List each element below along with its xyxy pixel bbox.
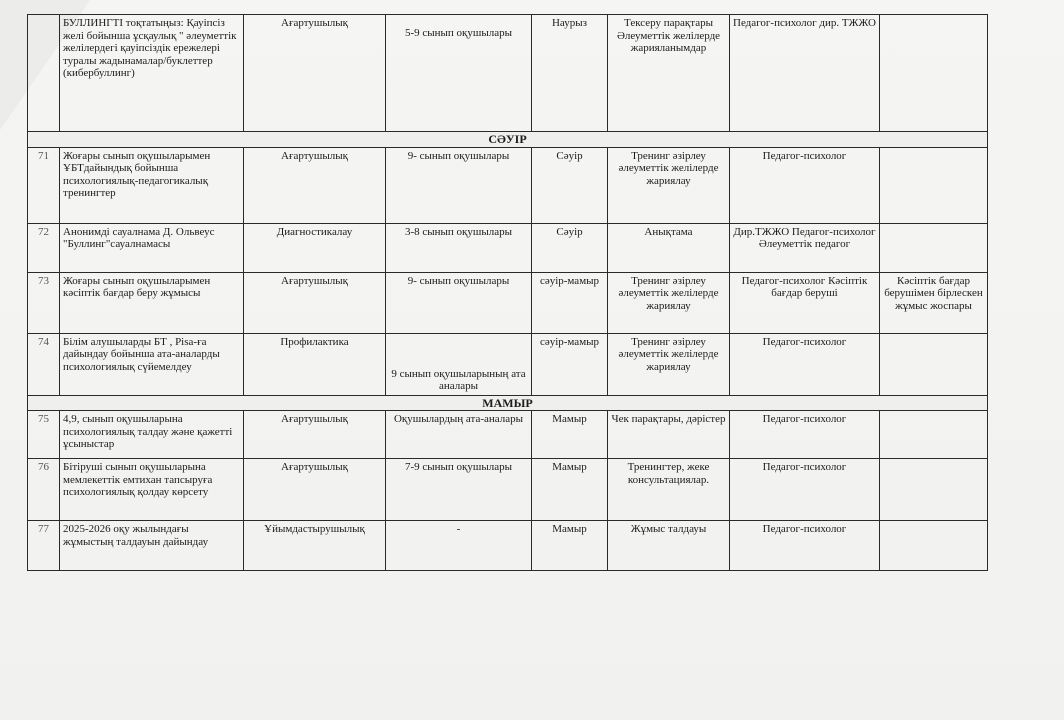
- form-cell: Тренинг әзірлеу әлеуметтік желілерде жариялау: [608, 333, 730, 395]
- note-cell: [880, 411, 988, 459]
- type-cell: Ағартушылық: [244, 459, 386, 521]
- table-row: [28, 521, 988, 571]
- date-cell: сәуір-мамыр: [532, 272, 608, 333]
- row-number: 74: [28, 333, 60, 395]
- event-cell: Жоғары сынып оқушыларымен кәсіптік бағдар беру жұмысы: [60, 272, 244, 333]
- responsible-cell: Дир.ТЖЖО Педагог-психолог Әлеуметтік педагог: [730, 223, 880, 272]
- note-cell: Кәсіптік бағдар берушімен бірлескен жұмыс жоспары: [880, 272, 988, 333]
- form-cell: Тренинг әзірлеу әлеуметтік желілерде жариялау: [608, 147, 730, 223]
- audience-cell: 9- сынып оқушылары: [386, 272, 532, 333]
- event-cell: 4,9, сынып оқушыларына психологиялық талдау және қажетті ұсыныстар: [60, 411, 244, 459]
- event-cell: Білім алушыларды БТ , Pisa-ға дайындау бойынша ата-аналарды психологиялық сүйемелдеу: [60, 333, 244, 395]
- date-cell: Мамыр: [532, 459, 608, 521]
- note-cell: [880, 521, 988, 571]
- month-header-may: [28, 395, 988, 411]
- form-cell: Тренингтер, жеке консультациялар.: [608, 459, 730, 521]
- date-cell: сәуір-мамыр: [532, 333, 608, 395]
- table-row: [28, 459, 988, 521]
- form-cell: Жұмыс талдауы: [608, 521, 730, 571]
- form-cell: Анықтама: [608, 223, 730, 272]
- type-cell: Диагностикалау: [244, 223, 386, 272]
- event-cell: БУЛЛИНГТІ тоқтатыңыз: Қауіпсіз желі бойынша ұсқаулық " әлеуметтік желілердегі қауіпсіздік ережелері туралы жадынамалар/буклеттер (кибербуллинг): [60, 15, 244, 132]
- month-header-april: [28, 132, 988, 148]
- audience-cell: 9- сынып оқушылары: [386, 147, 532, 223]
- plan-table: [27, 14, 988, 571]
- note-cell: [880, 223, 988, 272]
- date-cell: Сәуір: [532, 223, 608, 272]
- responsible-cell: Педагог-психолог: [730, 411, 880, 459]
- responsible-cell: Педагог-психолог: [730, 521, 880, 571]
- row-number: 73: [28, 272, 60, 333]
- type-cell: Ағартушылық: [244, 272, 386, 333]
- table-row: [28, 333, 988, 395]
- note-cell: [880, 333, 988, 395]
- month-label: СӘУІР: [28, 132, 988, 148]
- responsible-cell: Педагог-психолог Кәсіптік бағдар беруші: [730, 272, 880, 333]
- row-number: 76: [28, 459, 60, 521]
- audience-cell: 3-8 сынып оқушылары: [386, 223, 532, 272]
- responsible-cell: Педагог-психолог: [730, 333, 880, 395]
- responsible-cell: Педагог-психолог дир. ТЖЖО: [730, 15, 880, 132]
- note-cell: [880, 147, 988, 223]
- note-cell: [880, 15, 988, 132]
- audience-cell: 9 сынып оқушыларының ата аналары: [386, 333, 532, 395]
- table-row: [28, 411, 988, 459]
- row-number: 75: [28, 411, 60, 459]
- event-cell: Анонимді сауалнама Д. Ольвеус "Буллинг"сауалнамасы: [60, 223, 244, 272]
- date-cell: Наурыз: [532, 15, 608, 132]
- audience-cell: Оқушылардың ата-аналары: [386, 411, 532, 459]
- event-cell: Жоғары сынып оқушыларымен ҰБТдайындық бойынша психологиялық-педагогикалық тренингтер: [60, 147, 244, 223]
- table-row: [28, 223, 988, 272]
- form-cell: Тренинг әзірлеу әлеуметтік желілерде жариялау: [608, 272, 730, 333]
- type-cell: Ағартушылық: [244, 15, 386, 132]
- date-cell: Мамыр: [532, 411, 608, 459]
- table-row: [28, 272, 988, 333]
- event-cell: Бітіруші сынып оқушыларына мемлекеттік емтихан тапсыруға психологиялық қолдау көрсету: [60, 459, 244, 521]
- date-cell: Мамыр: [532, 521, 608, 571]
- table-row: [28, 15, 988, 132]
- row-number: 71: [28, 147, 60, 223]
- table-row: [28, 147, 988, 223]
- note-cell: [880, 459, 988, 521]
- date-cell: Сәуір: [532, 147, 608, 223]
- responsible-cell: Педагог-психолог: [730, 147, 880, 223]
- responsible-cell: Педагог-психолог: [730, 459, 880, 521]
- month-label: МАМЫР: [28, 395, 988, 411]
- audience-text: 5-9 сынып оқушылары: [404, 27, 513, 39]
- audience-cell: [386, 15, 532, 132]
- event-cell: 2025-2026 оқу жылындағы жұмыстың талдауын дайындау: [60, 521, 244, 571]
- type-cell: Ұйымдастырушылық: [244, 521, 386, 571]
- type-cell: Ағартушылық: [244, 411, 386, 459]
- type-cell: Профилактика: [244, 333, 386, 395]
- audience-cell: 7-9 сынып оқушылары: [386, 459, 532, 521]
- form-cell: Тексеру парақтары Әлеуметтік желілерде жарияланымдар: [608, 15, 730, 132]
- row-number: [28, 15, 60, 132]
- type-cell: Ағартушылық: [244, 147, 386, 223]
- audience-cell: -: [386, 521, 532, 571]
- row-number: 72: [28, 223, 60, 272]
- form-cell: Чек парақтары, дәрістер: [608, 411, 730, 459]
- row-number: 77: [28, 521, 60, 571]
